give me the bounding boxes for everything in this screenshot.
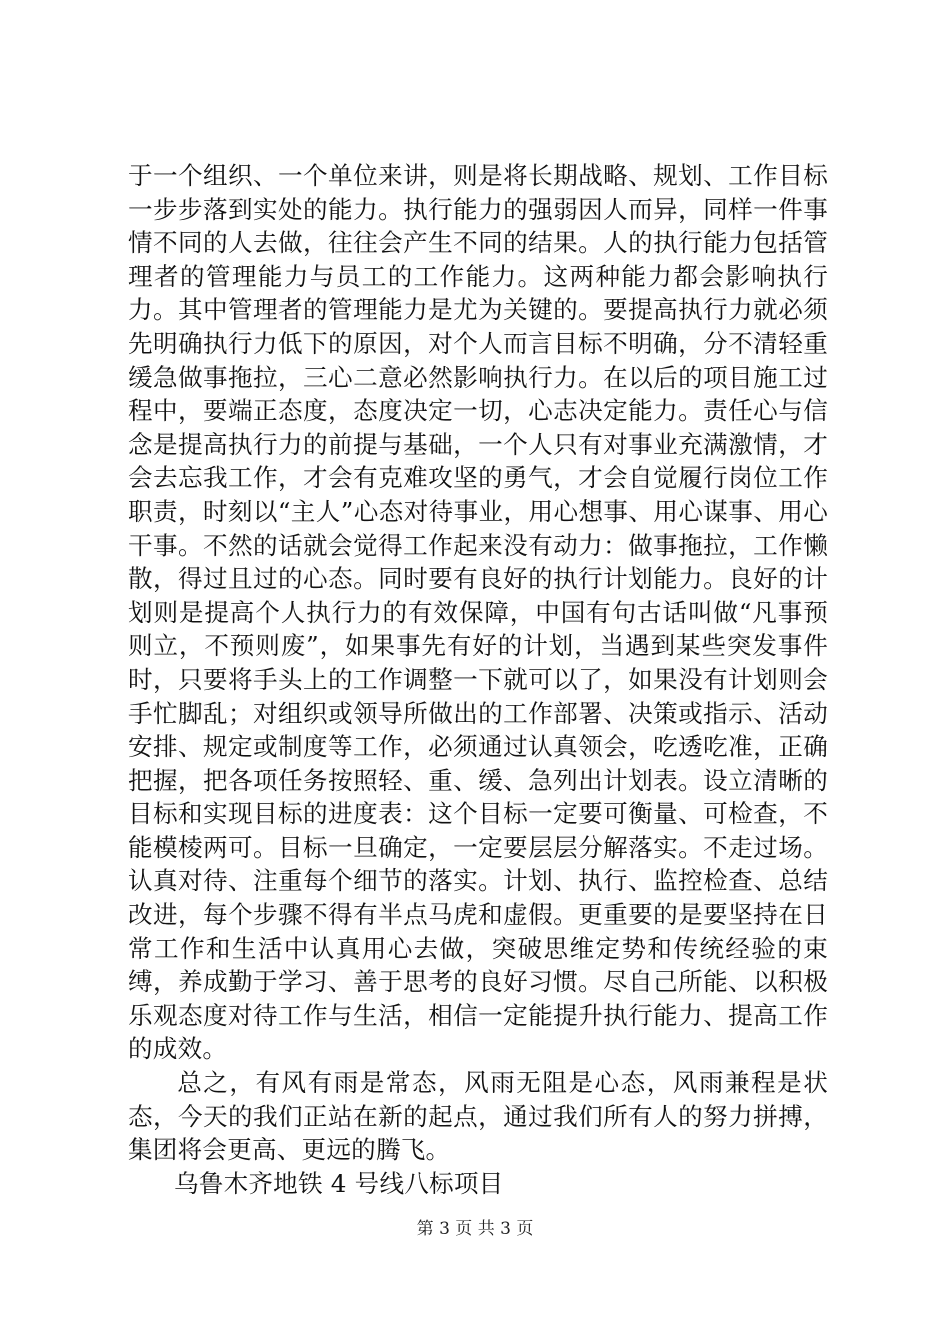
body-paragraph-1: 于一个组织、一个单位来讲，则是将长期战略、规划、工作目标一步步落到实处的能力。执行能力的强弱因人而异，同样一件事情不同的人去做，往往会产生不同的结果。人的执行能力包括管理者的管理能力与员工的工作能力。这两种能力都会影响执行力。其中管理者的管理能力是尤为关键的。要提高执行力就必须先明确执行力低下的原因，对个人而言目标不明确，分不清轻重缓急做事拖拉，三心二意必然影响执行力。在以后的项目施工过程中，要端正态度，态度决定一切，心志决定能力。责任心与信念是提高执行力的前提与基础，一个人只有对事业充满激情，才会去忘我工作，才会有克难攻坚的勇气，才会自觉履行岗位工作职责，时刻以“主人”心态对待事业，用心想事、用心谋事、用心干事。不然的话就会觉得工作起来没有动力：做事拖拉，工作懒散，得过且过的心态。同时要有良好的执行计划能力。良好的计划则是提高个人执行力的有效保障，中国有句古话叫做“凡事预则立，不预则废”，如果事先有好的计划，当遇到某些突发事件时，只要将手头上的工作调整一下就可以了，如果没有计划则会手忙脚乱；对组织或领导所做出的工作部署、决策或指示、活动安排、规定或制度等工作，必须通过认真领会，吃透吃准，正确把握，把各项任务按照轻、重、缓、急列出计划表。设立清晰的目标和实现目标的进度表：这个目标一定要可衡量、可检查，不能模棱两可。目标一旦确定，一定要层层分解落实。不走过场。认真对待、注重每个细节的落实。计划、执行、监控检查、总结改进，每个步骤不得有半点马虎和虚假。更重要的是要坚持在日常工作和生活中认真用心去做，突破思维定势和传统经验的束缚，养成勤于学习、善于思考的良好习惯。尽自己所能、以积极乐观态度对待工作与生活，相信一定能提升执行能力、提高工作的成效。 xyxy=(128,161,828,1064)
document-body xyxy=(128,159,828,1200)
page-number-label: 第 3 页 共 3 页 xyxy=(416,1219,534,1239)
signature-line: 乌鲁木齐地铁 4 号线八标项目 xyxy=(174,1168,504,1198)
page-footer xyxy=(0,1218,950,1240)
body-paragraph-2: 总之，有风有雨是常态，风雨无阻是心态，风雨兼程是状态，今天的我们正站在新的起点，通过我们所有人的努力拼搏，集团将会更高、更远的腾飞。 xyxy=(128,1068,828,1165)
